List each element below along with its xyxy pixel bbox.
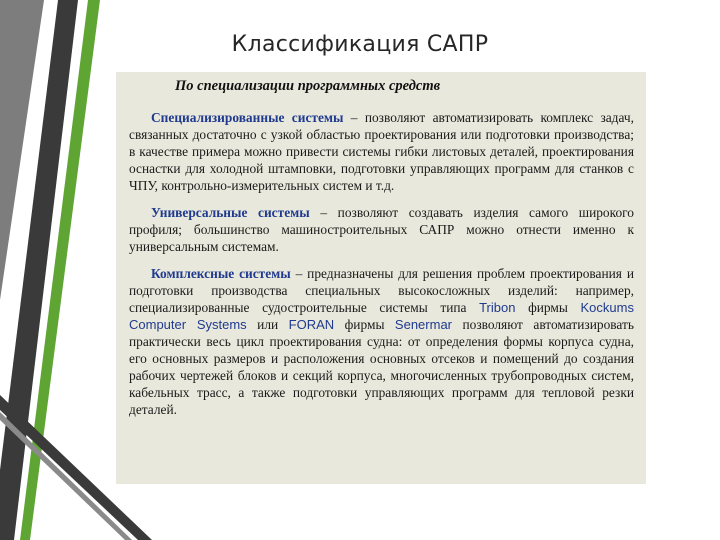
paragraph-specialized xyxy=(129,109,634,194)
product-tribon: Tribon xyxy=(479,300,516,315)
paragraph-universal xyxy=(129,204,634,255)
term-universal: Универсальные системы xyxy=(151,205,310,220)
document-image xyxy=(116,72,646,484)
paragraph-complex xyxy=(129,265,634,418)
paragraph-text: – позволяют автоматизировать комплекс задач, связанных достаточно с узкой областью проектирования или подготовки производства; в качестве примера можно привести системы гибки листовых деталей, проектирования оснастки для холодной штамповки, подготовки управляющих программ для станков с ЧПУ, контрольно-измерительных систем и т.д. xyxy=(129,110,634,193)
paragraph-text: позволяют автоматизировать практически весь цикл проектирования судна: от определения формы корпуса судна, его основных размеров и расположения основных отсеков и помещений до создания рабочих чертежей блоков и секций корпуса, многочисленных трубопроводных систем, кабельных трасс, а также подготовки управляющих программ для тепловой резки деталей. xyxy=(129,317,634,417)
paragraph-text: фирмы xyxy=(515,300,581,315)
paragraph-text: или xyxy=(246,317,289,332)
company-senermar: Senermar xyxy=(394,317,452,332)
paragraph-text: – предназначены для решения проблем проектирования и подготовки производства специальных высокосложных изделий: например, специализированные судостроительные системы типа xyxy=(129,266,634,315)
term-specialized: Специализированные системы xyxy=(151,110,344,125)
company-kockums: Kockums Computer Systems xyxy=(129,300,634,332)
paragraph-text: – позволяют создавать изделия самого широкого профиля; большинство машиностроительных САПР можно отнести именно к универсальным системам. xyxy=(129,205,634,254)
term-complex: Комплексные системы xyxy=(151,266,291,281)
product-foran: FORAN xyxy=(288,317,335,332)
document-heading: По специализации программных средств xyxy=(175,78,441,94)
slide-title: Классификация САПР xyxy=(231,32,489,57)
paragraph-text: фирмы xyxy=(334,317,395,332)
